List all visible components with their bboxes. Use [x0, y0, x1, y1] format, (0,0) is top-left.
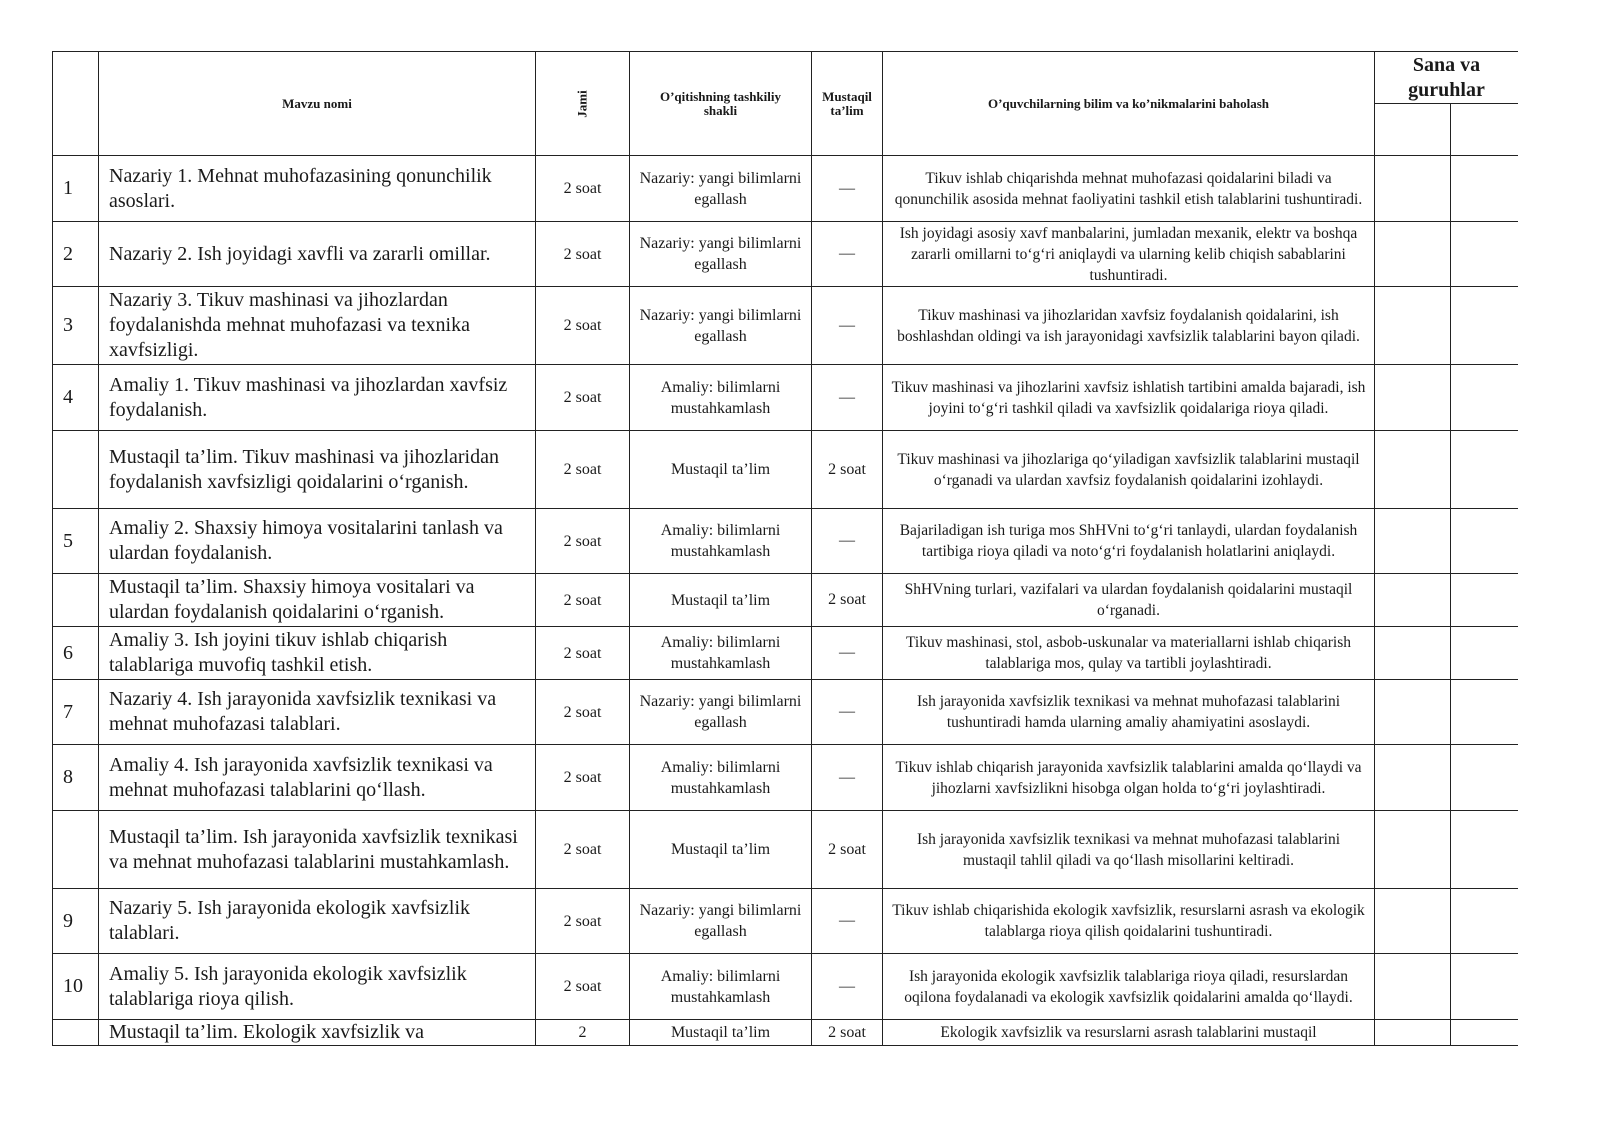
table-row [53, 156, 1519, 222]
row-assessment: Tikuv ishlab chiqarishda mehnat muhofazasi qoidalarini biladi va qonunchilik asosida mehnat faoliyatini tashkil etish talablarini tushuntiradi. [883, 156, 1375, 222]
header-independent: Mustaqil ta’lim [812, 52, 883, 156]
row-date-cell[interactable] [1375, 156, 1451, 222]
row-assessment: Tikuv mashinasi va jihozlarini xavfsiz ishlatish tartibini amalda bajaradi, ish joyini to‘g‘ri tashkil qiladi va xavfsizlik qoidalariga rioya qiladi. [883, 365, 1375, 431]
row-total-hours: 2 soat [536, 954, 630, 1020]
row-form: Nazariy: yangi bilimlarni egallash [630, 156, 812, 222]
table-row [53, 431, 1519, 509]
row-independent: 2 soat [812, 574, 883, 627]
row-date-cell[interactable] [1375, 222, 1451, 287]
row-total-hours: 2 soat [536, 811, 630, 889]
row-total-hours: 2 soat [536, 745, 630, 811]
header-date-col-2 [1451, 104, 1519, 156]
lesson-plan-document [52, 51, 1518, 1047]
row-assessment: Ish jarayonida xavfsizlik texnikasi va mehnat muhofazasi talablarini tushuntiradi hamda ularning amaliy ahamiyatini asoslaydi. [883, 680, 1375, 745]
table-row [53, 222, 1519, 287]
row-independent: — [812, 680, 883, 745]
row-assessment: Ish jarayonida ekologik xavfsizlik talablariga rioya qiladi, resurslardan oqilona foydalanadi va ekologik xavfsizlik qoidalarini amalda qo‘llaydi. [883, 954, 1375, 1020]
row-date-cell[interactable] [1451, 745, 1519, 811]
row-independent: 2 soat [812, 811, 883, 889]
row-date-cell[interactable] [1375, 889, 1451, 954]
row-form: Amaliy: bilimlarni mustahkamlash [630, 365, 812, 431]
row-topic: Nazariy 3. Tikuv mashinasi va jihozlardan foydalanishda mehnat muhofazasi va texnika xavfsizligi. [99, 287, 536, 365]
table-row [53, 889, 1519, 954]
header-date-col-1 [1375, 104, 1451, 156]
row-total-hours: 2 soat [536, 287, 630, 365]
row-number [53, 811, 99, 889]
row-date-cell[interactable] [1375, 574, 1451, 627]
row-date-cell[interactable] [1375, 1020, 1451, 1046]
row-independent: — [812, 222, 883, 287]
row-total-hours: 2 soat [536, 627, 630, 680]
table-row [53, 954, 1519, 1020]
row-date-cell[interactable] [1375, 431, 1451, 509]
row-date-cell[interactable] [1375, 954, 1451, 1020]
row-date-cell[interactable] [1375, 745, 1451, 811]
row-total-hours: 2 [536, 1020, 630, 1046]
row-date-cell[interactable] [1375, 811, 1451, 889]
row-independent: — [812, 954, 883, 1020]
row-total-hours: 2 soat [536, 431, 630, 509]
row-date-cell[interactable] [1451, 954, 1519, 1020]
row-number: 8 [53, 745, 99, 811]
row-assessment: Tikuv mashinasi va jihozlariga qo‘yiladigan xavfsizlik talablarini mustaqil o‘rganadi va ulardan xavfsiz foydalanish qoidalarini izohlaydi. [883, 431, 1375, 509]
row-date-cell[interactable] [1451, 811, 1519, 889]
row-total-hours: 2 soat [536, 365, 630, 431]
row-form: Amaliy: bilimlarni mustahkamlash [630, 509, 812, 574]
row-topic: Amaliy 5. Ish jarayonida ekologik xavfsizlik talablariga rioya qilish. [99, 954, 536, 1020]
row-topic: Amaliy 3. Ish joyini tikuv ishlab chiqarish talablariga muvofiq tashkil etish. [99, 627, 536, 680]
table-row [53, 287, 1519, 365]
header-number [53, 52, 99, 156]
row-date-cell[interactable] [1375, 509, 1451, 574]
row-number: 3 [53, 287, 99, 365]
row-topic: Amaliy 1. Tikuv mashinasi va jihozlardan xavfsiz foydalanish. [99, 365, 536, 431]
table-row [53, 1020, 1519, 1046]
row-form: Amaliy: bilimlarni mustahkamlash [630, 954, 812, 1020]
row-date-cell[interactable] [1451, 680, 1519, 745]
row-total-hours: 2 soat [536, 574, 630, 627]
row-total-hours: 2 soat [536, 222, 630, 287]
row-topic: Mustaqil ta’lim. Tikuv mashinasi va jihozlaridan foydalanish xavfsizligi qoidalarini o‘rganish. [99, 431, 536, 509]
row-independent: — [812, 745, 883, 811]
row-date-cell[interactable] [1451, 222, 1519, 287]
row-date-cell[interactable] [1375, 627, 1451, 680]
row-topic: Amaliy 2. Shaxsiy himoya vositalarini tanlash va ulardan foydalanish. [99, 509, 536, 574]
row-independent: — [812, 156, 883, 222]
row-assessment: Tikuv ishlab chiqarish jarayonida xavfsizlik talablarini amalda qo‘llaydi va jihozlarni xavfsizlikni hisobga olgan holda to‘g‘ri joylashtiradi. [883, 745, 1375, 811]
row-topic: Nazariy 5. Ish jarayonida ekologik xavfsizlik talablari. [99, 889, 536, 954]
row-date-cell[interactable] [1451, 431, 1519, 509]
row-total-hours: 2 soat [536, 509, 630, 574]
header-total [536, 52, 630, 156]
row-date-cell[interactable] [1375, 287, 1451, 365]
row-form: Nazariy: yangi bilimlarni egallash [630, 222, 812, 287]
header-assessment: O’quvchilarning bilim va ko’nikmalarini baholash [883, 52, 1375, 156]
row-number [53, 431, 99, 509]
row-number: 2 [53, 222, 99, 287]
row-form: Mustaqil ta’lim [630, 1020, 812, 1046]
row-number [53, 1020, 99, 1046]
row-independent: 2 soat [812, 1020, 883, 1046]
row-number: 9 [53, 889, 99, 954]
row-number: 10 [53, 954, 99, 1020]
row-number: 1 [53, 156, 99, 222]
row-form: Amaliy: bilimlarni mustahkamlash [630, 627, 812, 680]
row-number [53, 574, 99, 627]
row-topic: Mustaqil ta’lim. Ekologik xavfsizlik va [99, 1020, 536, 1046]
row-total-hours: 2 soat [536, 680, 630, 745]
row-topic: Nazariy 1. Mehnat muhofazasining qonunchilik asoslari. [99, 156, 536, 222]
row-total-hours: 2 soat [536, 156, 630, 222]
row-independent: — [812, 287, 883, 365]
table-row [53, 574, 1519, 627]
row-topic: Amaliy 4. Ish jarayonida xavfsizlik texnikasi va mehnat muhofazasi talablarini qo‘llash. [99, 745, 536, 811]
lesson-plan-table [52, 51, 1518, 1046]
table-row [53, 509, 1519, 574]
table-row [53, 745, 1519, 811]
header-topic: Mavzu nomi [99, 52, 536, 156]
row-topic: Mustaqil ta’lim. Shaxsiy himoya vositalari va ulardan foydalanish qoidalarini o‘rganish. [99, 574, 536, 627]
row-number: 5 [53, 509, 99, 574]
header-form: O’qitishning tashkiliy shakli [630, 52, 812, 156]
row-date-cell[interactable] [1451, 574, 1519, 627]
row-date-cell[interactable] [1451, 509, 1519, 574]
table-row [53, 627, 1519, 680]
row-assessment: Bajariladigan ish turiga mos ShHVni to‘g‘ri tanlaydi, ulardan foydalanish tartibiga rioya qiladi va noto‘g‘ri foydalanish holatlarini aniqlaydi. [883, 509, 1375, 574]
row-topic: Nazariy 2. Ish joyidagi xavfli va zararli omillar. [99, 222, 536, 287]
row-assessment: Ish joyidagi asosiy xavf manbalarini, jumladan mexanik, elektr va boshqa zararli omillarni to‘g‘ri aniqlaydi va ularning kelib chiqish sabablarini tushuntiradi. [883, 222, 1375, 287]
row-date-cell[interactable] [1451, 156, 1519, 222]
row-form: Mustaqil ta’lim [630, 574, 812, 627]
table-row [53, 811, 1519, 889]
row-form: Mustaqil ta’lim [630, 811, 812, 889]
row-number: 6 [53, 627, 99, 680]
row-independent: — [812, 627, 883, 680]
row-topic: Nazariy 4. Ish jarayonida xavfsizlik texnikasi va mehnat muhofazasi talablari. [99, 680, 536, 745]
table-body [53, 156, 1519, 1046]
row-date-cell[interactable] [1451, 1020, 1519, 1046]
row-form: Nazariy: yangi bilimlarni egallash [630, 889, 812, 954]
row-total-hours: 2 soat [536, 889, 630, 954]
row-assessment: Tikuv mashinasi va jihozlaridan xavfsiz foydalanish qoidalarini, ish boshlashdan oldingi va ish jarayonidagi xavfsizlik talablarini bayon qiladi. [883, 287, 1375, 365]
row-independent: — [812, 365, 883, 431]
row-date-cell[interactable] [1451, 627, 1519, 680]
row-date-cell[interactable] [1451, 287, 1519, 365]
row-form: Mustaqil ta’lim [630, 431, 812, 509]
row-independent: — [812, 889, 883, 954]
row-assessment: Ekologik xavfsizlik va resurslarni asrash talablarini mustaqil [883, 1020, 1375, 1046]
row-form: Nazariy: yangi bilimlarni egallash [630, 287, 812, 365]
row-assessment: Tikuv mashinasi, stol, asbob-uskunalar va materiallarni ishlab chiqarish talablariga mos, qulay va tartibli joylashtiradi. [883, 627, 1375, 680]
row-number: 4 [53, 365, 99, 431]
row-assessment: Tikuv ishlab chiqarishida ekologik xavfsizlik, resurslarni asrash va ekologik talablarga rioya qilish qoidalarini tushuntiradi. [883, 889, 1375, 954]
row-assessment: ShHVning turlari, vazifalari va ulardan foydalanish qoidalarini mustaqil o‘rganadi. [883, 574, 1375, 627]
header-date-groups: Sana va guruhlar [1375, 52, 1519, 104]
row-number: 7 [53, 680, 99, 745]
row-date-cell[interactable] [1375, 680, 1451, 745]
table-row [53, 365, 1519, 431]
header-total-label: Jami [574, 89, 590, 118]
row-assessment: Ish jarayonida xavfsizlik texnikasi va mehnat muhofazasi talablarini mustaqil tahlil qiladi va qo‘llash misollarini keltiradi. [883, 811, 1375, 889]
row-form: Nazariy: yangi bilimlarni egallash [630, 680, 812, 745]
row-independent: — [812, 509, 883, 574]
row-independent: 2 soat [812, 431, 883, 509]
row-topic: Mustaqil ta’lim. Ish jarayonida xavfsizlik texnikasi va mehnat muhofazasi talablarini mustahkamlash. [99, 811, 536, 889]
row-form: Amaliy: bilimlarni mustahkamlash [630, 745, 812, 811]
row-date-cell[interactable] [1451, 365, 1519, 431]
row-date-cell[interactable] [1375, 365, 1451, 431]
row-date-cell[interactable] [1451, 889, 1519, 954]
table-row [53, 680, 1519, 745]
